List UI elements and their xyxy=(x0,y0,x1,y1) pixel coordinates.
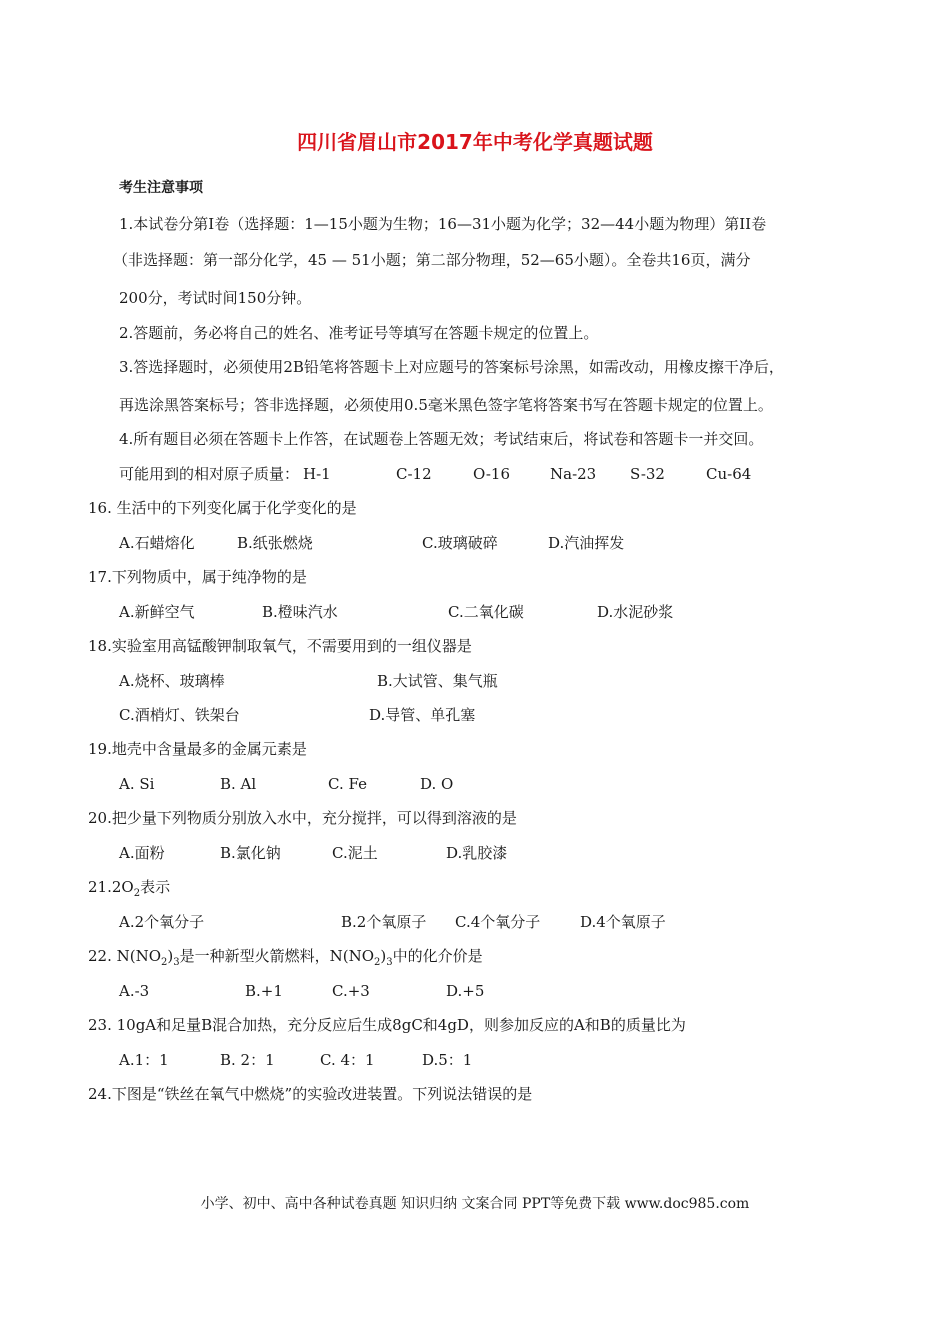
notice-line: 4.所有题目必须在答题卡上作答，在试题卷上答题无效；考试结束后，将试卷和答题卡一并交回。 xyxy=(119,430,764,448)
option: B. Al xyxy=(220,775,257,793)
atomic-mass: S-32 xyxy=(630,465,665,483)
option: C. Fe xyxy=(328,775,367,793)
option: C.玻璃破碎 xyxy=(422,534,498,552)
question-stem: 23. 10gA和足量B混合加热，充分反应后生成8gC和4gD，则参加反应的A和B的质量比为 xyxy=(88,1016,686,1034)
question-stem: 18.实验室用高锰酸钾制取氧气，不需要用到的一组仪器是 xyxy=(88,637,472,655)
question-stem: 20.把少量下列物质分别放入水中，充分搅拌，可以得到溶液的是 xyxy=(88,809,517,827)
option: C.+3 xyxy=(332,982,370,1000)
atomic-mass: Cu-64 xyxy=(706,465,752,483)
option: C.二氧化碳 xyxy=(448,603,524,621)
option: D.汽油挥发 xyxy=(548,534,625,552)
option: B. 2：1 xyxy=(220,1051,275,1069)
question-stem: 22. $N(NO_2)_3$是一种新型火箭燃料，$N(NO_2)_3$中的化介价是 xyxy=(88,947,483,968)
option: A.1：1 xyxy=(119,1051,169,1069)
option: B.氯化钠 xyxy=(220,844,281,862)
option: B.纸张燃烧 xyxy=(237,534,313,552)
page-footer: 小学、初中、高中各种试卷真题 知识归纳 文案合同 PPT等免费下载 www.doc985.com xyxy=(200,1196,750,1212)
notice-line: 200分，考试时间150分钟。 xyxy=(119,289,312,307)
option: B.+1 xyxy=(245,982,283,1000)
notice-line: 2.答题前，务必将自己的姓名、准考证号等填写在答题卡规定的位置上。 xyxy=(119,324,599,342)
option: A.新鲜空气 xyxy=(119,603,195,621)
notice-line: 再选涂黑答案标号；答非选择题，必须使用0.5毫米黑色签字笔将答案书写在答题卡规定的位置上。 xyxy=(119,396,773,414)
option: D.导管、单孔塞 xyxy=(369,706,476,724)
atomic-mass-label: 可能用到的相对原子质量： xyxy=(119,465,300,483)
question-stem: 16. 生活中的下列变化属于化学变化的是 xyxy=(88,499,357,517)
atomic-mass: C-12 xyxy=(396,465,432,483)
atomic-mass: H-1 xyxy=(303,465,331,483)
notice-line: 3.答选择题时，必须使用2B铅笔将答题卡上对应题号的答案标号涂黑，如需改动，用橡皮擦干净后， xyxy=(119,358,784,376)
option: D. O xyxy=(420,775,454,793)
option: C.酒梢灯、铁架台 xyxy=(119,706,240,724)
option: D.水泥砂浆 xyxy=(597,603,674,621)
option: A.石蜡熔化 xyxy=(119,534,195,552)
option: C. 4：1 xyxy=(320,1051,375,1069)
atomic-mass: Na-23 xyxy=(550,465,597,483)
option: A.-3 xyxy=(119,982,150,1000)
option: D.4个氧原子 xyxy=(580,913,666,931)
option: D.+5 xyxy=(446,982,485,1000)
option: A.面粉 xyxy=(119,844,165,862)
option: A.烧杯、玻璃棒 xyxy=(119,672,225,690)
question-stem: $21.2O_2$表示 xyxy=(88,878,171,899)
option: A.2个氧分子 xyxy=(119,913,205,931)
atomic-mass: O-16 xyxy=(473,465,511,483)
notice-heading: 考生注意事项 xyxy=(119,180,203,196)
notice-line: （非选择题：第一部分化学，45 — 51小题；第二部分物理，52—65小题）。全卷共16页，满分 xyxy=(113,251,751,269)
option: C.泥土 xyxy=(332,844,378,862)
page-title: 四川省眉山市2017年中考化学真题试题 xyxy=(297,130,653,154)
option: A. Si xyxy=(119,775,155,793)
question-stem: 24.下图是“铁丝在氧气中燃烧”的实验改进装置。下列说法错误的是 xyxy=(88,1085,533,1103)
option: D.5：1 xyxy=(422,1051,473,1069)
option: C.4个氧分子 xyxy=(455,913,541,931)
question-stem: 19.地壳中含量最多的金属元素是 xyxy=(88,740,307,758)
option: D.乳胶漆 xyxy=(446,844,508,862)
option: B.2个氧原子 xyxy=(341,913,427,931)
question-stem: 17.下列物质中，属于纯净物的是 xyxy=(88,568,307,586)
option: B.橙味汽水 xyxy=(262,603,338,621)
notice-line: 1.本试卷分第I卷（选择题：1—15小题为生物；16—31小题为化学；32—44小题为物理）第II卷 xyxy=(119,215,767,233)
option: B.大试管、集气瓶 xyxy=(377,672,498,690)
